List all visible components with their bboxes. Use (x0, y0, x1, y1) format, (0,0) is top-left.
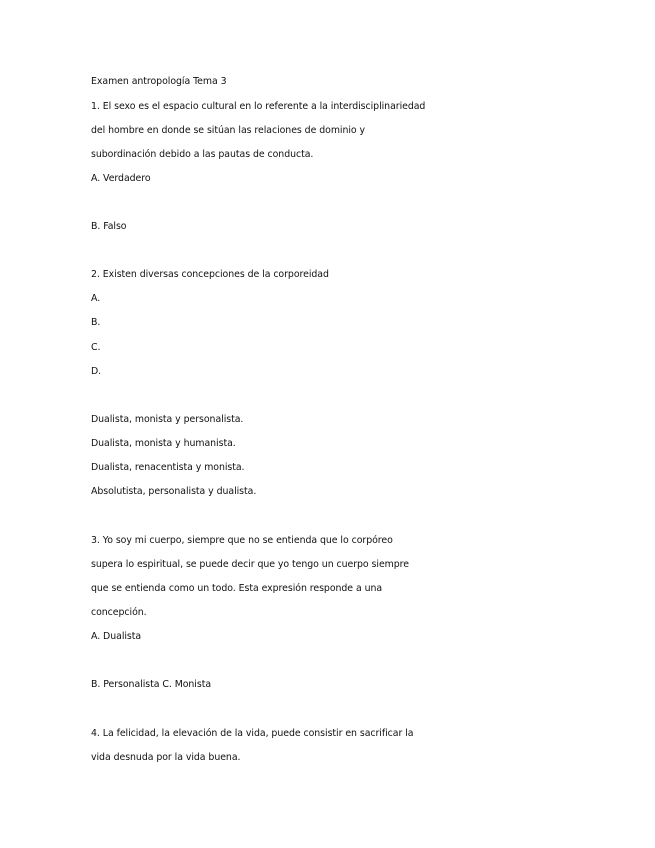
question-2-letter-d: D. (91, 366, 102, 377)
question-4-line-1: 4. La felicidad, la elevación de la vida, puede consistir en sacrificar la (91, 728, 414, 739)
question-3-line-4: concepción. (91, 607, 147, 618)
document-title: Examen antropología Tema 3 (91, 76, 227, 87)
question-3-line-1: 3. Yo soy mi cuerpo, siempre que no se entienda que lo corpóreo (91, 535, 393, 546)
question-2-letter-b: B. (91, 317, 101, 328)
question-1-line-1: 1. El sexo es el espacio cultural en lo referente a la interdisciplinariedad (91, 101, 426, 112)
question-2-answer-1: Dualista, monista y personalista. (91, 414, 244, 425)
question-2-answer-4: Absolutista, personalista y dualista. (91, 486, 257, 497)
question-2-answer-2: Dualista, monista y humanista. (91, 438, 236, 449)
question-3-line-3: que se entienda como un todo. Esta expresión responde a una (91, 583, 383, 594)
question-2-letter-a: A. (91, 293, 101, 304)
question-1-line-3: subordinación debido a las pautas de conducta. (91, 149, 314, 160)
question-1-option-b: B. Falso (91, 221, 127, 232)
question-3-option-bc: B. Personalista C. Monista (91, 679, 212, 690)
question-1-line-2: del hombre en donde se sitúan las relaciones de dominio y (91, 125, 366, 136)
question-4-line-2: vida desnuda por la vida buena. (91, 752, 241, 763)
question-1-option-a: A. Verdadero (91, 173, 151, 184)
question-2-letter-c: C. (91, 342, 101, 353)
question-2-answer-3: Dualista, renacentista y monista. (91, 462, 245, 473)
question-3-line-2: supera lo espiritual, se puede decir que yo tengo un cuerpo siempre (91, 559, 409, 570)
question-3-option-a: A. Dualista (91, 631, 142, 642)
question-2-stem: 2. Existen diversas concepciones de la corporeidad (91, 269, 329, 280)
